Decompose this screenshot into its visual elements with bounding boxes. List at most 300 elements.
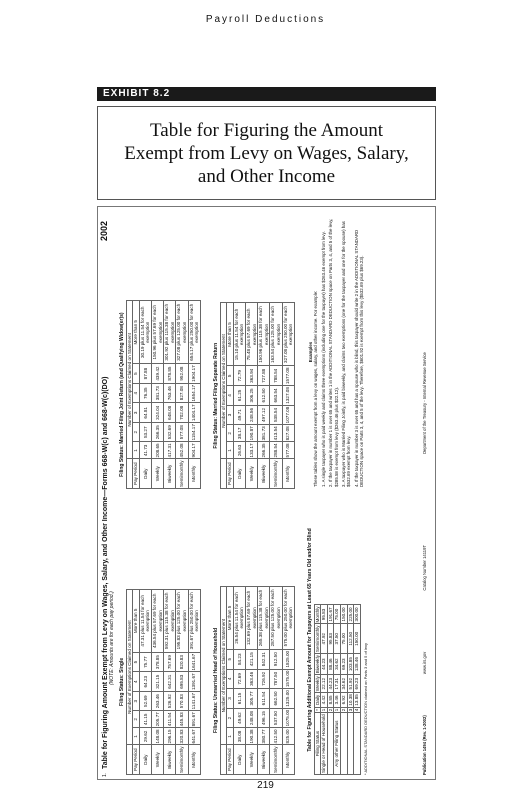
table-row (164, 589, 176, 774)
table-header-row (220, 303, 227, 489)
table-cell: 878.85 (164, 364, 176, 384)
table-cell: 38.17 (233, 425, 245, 442)
table-cell: 64.81 (139, 403, 151, 423)
row-label: Weekly (151, 745, 163, 775)
table-cell: 288.54 (270, 442, 282, 459)
footer-department: Department of the Treasury - Internal Revenue Service (422, 352, 427, 454)
table-header-row (126, 589, 133, 774)
mfs-status: Filing Status: Married Filing Separate Return (213, 342, 219, 449)
table-cell: 320.83 (176, 728, 188, 745)
column-header: 2 (227, 708, 234, 728)
row-label: Semimonthly (270, 459, 282, 489)
table-cell: 26.63 (233, 442, 245, 459)
table-cell: 611.54 (258, 689, 270, 709)
table-cell: 72.69 (233, 669, 245, 689)
row-label: Monthly (282, 745, 294, 775)
exhibit-title-line-2: Exempt from Levy on Wages, Salary, (124, 143, 409, 164)
row-label: Daily (139, 745, 151, 775)
table-row (164, 301, 176, 489)
table-cell: 2 (327, 708, 333, 712)
table-cell: 648.08 (164, 403, 176, 423)
table-row (245, 586, 257, 774)
table-cell: 412.50 (270, 728, 282, 745)
table-cell: 1641.67 (188, 652, 200, 672)
column-header: * (314, 709, 320, 711)
column-header: 2 (133, 423, 140, 442)
row-label (354, 713, 361, 775)
row-label: Monthly (282, 459, 294, 489)
hoh-table-block (214, 586, 295, 775)
table-cell: 1077.08 (282, 405, 294, 425)
table-cell: 421.15 (245, 649, 257, 669)
single-table-block (120, 589, 201, 775)
table-row (327, 605, 334, 775)
table-cell: 1825.00 (282, 649, 294, 669)
row-label (347, 713, 354, 775)
form-note: (NOTE: Amounts are for each pay period.) (109, 591, 115, 685)
table-cell: 820.83 (176, 652, 188, 672)
row-label: Semimonthly (176, 459, 188, 489)
table-header-cell (126, 459, 133, 489)
mfj-table-block (120, 300, 201, 489)
table-cell: 190.87 (245, 425, 257, 442)
row-label: Biweekly (164, 459, 176, 489)
table-cell: 592.31 plus 115.38 for each exemption (164, 589, 176, 652)
table-cell: 1904.17 (188, 364, 200, 384)
table-cell: 150.00 (340, 605, 347, 624)
table-cell: 904.17 (188, 442, 200, 459)
table-cell: 1325.00 (282, 689, 294, 709)
table-cell: 1654.17 (188, 383, 200, 403)
table-cell: 912.50 (270, 649, 282, 669)
column-header: 4 (227, 386, 234, 406)
example-item: 2. If the taxpayer in number 1 is over 65 and writes 1 in the ADDITIONAL STANDARD DEDUCTION space on Parts 3, 4, and 5 of the levy, $285.58 is exempt from levy ($263.46 plus $22.12). (328, 218, 339, 487)
table-cell: 641.67 (188, 728, 200, 745)
exemptions-header: Number of Exemptions Claimed on Statement (220, 303, 227, 459)
examples-heading: Examples (308, 341, 313, 363)
column-header: 3 (227, 405, 234, 425)
table-cell: 205.77 (151, 711, 163, 728)
table-cell: 381.73 (258, 425, 270, 442)
table-cell: 526.92 (164, 692, 176, 711)
table-cell: 3.46 (334, 693, 341, 708)
table-row (347, 605, 354, 775)
table-cell: 378.85 (151, 652, 163, 672)
additional-footnote: * ADDITIONAL STANDARD DEDUCTION claimed on Parts 3 and 5 of levy (362, 642, 368, 775)
table-cell: 30.19 plus 11.54 for each exemption (139, 301, 151, 364)
table-cell: 532.69 (164, 423, 176, 442)
table-cell: 300.00 (354, 605, 361, 624)
table-cell: 138.46 (354, 654, 361, 675)
table-cell: 842.31 (258, 649, 270, 669)
table-cell: 4 (354, 708, 360, 712)
table-cell: 266.35 (258, 442, 270, 459)
table-cell: 321.15 (151, 672, 163, 692)
table-cell: 150.96 plus 57.69 for each exemption (151, 301, 163, 364)
table-cell: 3 (347, 708, 353, 712)
column-header: 3 (133, 403, 140, 423)
table-cell: 654.17 plus 250.00 for each exemption (188, 301, 200, 364)
table-cell: 452.08 (176, 442, 188, 459)
exhibit-title-line-3: and Other Income (197, 166, 336, 187)
table-cell: 29.62 (139, 728, 151, 745)
table-cell: 391.67 plus 250.00 for each exemption (188, 589, 200, 652)
column-header: 5 (133, 364, 140, 384)
column-header: 5 (227, 366, 234, 386)
table-row (245, 303, 257, 489)
table-header-row (126, 301, 133, 489)
table-header-cell (220, 459, 227, 489)
column-header: 5 (227, 649, 234, 669)
footer-site: www.irs.gov (422, 651, 427, 675)
table-cell: 38.08 (233, 728, 245, 745)
row-label: Monthly (188, 459, 200, 489)
exhibit-title-box (97, 106, 436, 200)
table-cell: 726.92 (258, 669, 270, 689)
table-cell: 788.54 (270, 366, 282, 386)
row-label: Any other Filing Status (334, 713, 341, 775)
table-cell: 17.31 (334, 675, 341, 693)
table-cell: 642.31 (164, 672, 176, 692)
row-label: Daily (139, 459, 151, 489)
column-header: 3 (227, 689, 234, 709)
table-cell: 132.69 plus 57.69 for each exemption (245, 586, 257, 649)
column-header: Pay Period (227, 745, 234, 775)
table-cell: 69.23 (354, 675, 361, 693)
table-row (233, 303, 245, 489)
table-cell: 327.08 plus 250.00 for each exemption (282, 303, 294, 366)
irs-form-rotated (98, 209, 433, 779)
table-cell: 41.15 (139, 711, 151, 728)
table-row (282, 303, 294, 489)
table-row (354, 605, 361, 775)
row-label: Biweekly (258, 459, 270, 489)
table-cell: 47.92 (321, 624, 328, 654)
table-cell: 41.73 (139, 442, 151, 459)
examples-intro: These tables show the amount exempt from a levy on wages, salary, and other income. For example: (313, 290, 319, 487)
mfj-status: Filing Status: Married Filing Joint Return (and Qualifying Widow(er)s) (119, 312, 125, 477)
table-cell: 381.73 (151, 383, 163, 403)
column-header: 2 (227, 425, 234, 442)
column-header: 1 (227, 442, 234, 459)
row-label (327, 713, 334, 775)
table-cell: 301.92 plus 115.38 for each exemption (164, 301, 176, 364)
column-header: More than 5 (227, 586, 234, 649)
table-cell: 497.12 (258, 405, 270, 425)
table-cell: 324.04 (151, 403, 163, 423)
table-cell: 8.85 (327, 693, 334, 708)
column-header: 2 (133, 711, 140, 728)
examples-block (308, 217, 365, 487)
form-title: Table for Figuring Amount Exempt from Levy on Wages, Salary, and Other Income—Forms 668-W(c) and 668-W(c)(DO) (102, 376, 109, 769)
column-header: Biweekly (314, 655, 320, 674)
table-cell: 87.88 (139, 364, 151, 384)
table-cell: 69.23 (340, 654, 347, 675)
table-cell: 263.46 (151, 692, 163, 711)
table-cell: 1577.08 (282, 366, 294, 386)
table-cell: 663.54 (270, 386, 282, 406)
table-cell: 1154.17 (188, 423, 200, 442)
table-cell: 436.54 plus 57.69 for each exemption (151, 589, 163, 652)
table-row (270, 303, 282, 489)
table-cell: 64.23 (139, 672, 151, 692)
table-header-cell (126, 745, 133, 775)
table-header-cell (220, 745, 227, 775)
column-header: 4 (133, 383, 140, 403)
table-cell: 306.25 (245, 386, 257, 406)
table-cell: 439.42 (151, 364, 163, 384)
example-item: 3. A taxpayer who is Married Filing Jointly, is paid biweekly, and claims two exemptions (one for the taxpayer and one for the spouse) has $532.69 exempt from levy. (341, 221, 352, 487)
table-header-row (227, 586, 234, 774)
table-cell: 305.77 (245, 689, 257, 709)
table-cell: 327.08 plus 125.00 for each exemption (176, 301, 188, 364)
table-row (258, 586, 270, 774)
table-cell: 13.85 (354, 694, 360, 706)
table-cell: 72.79 (233, 366, 245, 386)
table-cell: 75.48 plus 57.69 for each exemption (245, 303, 257, 366)
column-header: 4 (227, 669, 234, 689)
table-cell: 363.46 (245, 669, 257, 689)
table-row (151, 301, 163, 489)
table-cell: 2 (340, 708, 346, 712)
table-row (258, 303, 270, 489)
column-header: Monthly (314, 606, 320, 623)
additional-table (314, 604, 361, 775)
table-cell: 22.12 (321, 675, 328, 693)
table-row (340, 605, 347, 775)
table-cell: 1391.67 (188, 672, 200, 692)
table-cell: 538.54 (270, 405, 282, 425)
column-header: More than 5 (227, 303, 234, 366)
table-cell: 150.00 (354, 624, 361, 654)
exemptions-header: Number of Exemptions Claimed on Statement (126, 301, 133, 459)
table-cell: 76.35 (139, 383, 151, 403)
table-cell: 827.08 (282, 425, 294, 442)
table-cell: 1327.08 (282, 386, 294, 406)
table-cell: 84.23 (233, 649, 245, 669)
table-cell: 26.54 plus 11.54 for each exemption (233, 586, 245, 649)
row-label: Weekly (245, 745, 257, 775)
table-cell: 10.38 (347, 694, 353, 706)
table-cell: 195.83 plus 125.00 for each exemption (176, 589, 188, 652)
row-label: Single or Head of Household (321, 714, 327, 773)
column-header: Filing Status (314, 713, 321, 775)
mfs-table (220, 302, 295, 489)
row-label: Weekly (245, 459, 257, 489)
table-cell: 75.00 (334, 605, 341, 624)
table-row (151, 589, 163, 774)
table-cell: 51.92 (347, 675, 354, 693)
table-row (188, 301, 200, 489)
table-cell: 287.50 plus 125.00 for each exemption (270, 586, 282, 649)
mfj-table (126, 300, 201, 489)
column-header: 1 (133, 728, 140, 745)
table-cell: 103.85 (347, 654, 354, 675)
table-cell: 112.50 (347, 624, 354, 654)
table-cell: 248.08 (245, 708, 257, 728)
footer-catalog: Catalog Number 14119T (422, 545, 427, 591)
exemptions-header: Number of Exemptions Claimed on Statement (220, 586, 227, 745)
table-header-row (314, 605, 321, 775)
row-label (340, 713, 347, 775)
column-header: Pay Period (133, 745, 140, 775)
table-row (334, 605, 341, 775)
table-cell: 34.62 (340, 675, 347, 693)
column-header: Semimonthly (314, 625, 320, 653)
table-cell: 75.77 (139, 652, 151, 672)
table-cell: 225.00 (347, 605, 354, 624)
exhibit-label: EXHIBIT 8.2 (97, 87, 436, 101)
table-cell: 148.08 (151, 728, 163, 745)
table-header-row (133, 301, 140, 489)
table-cell: 15.10 plus 11.54 for each exemption (233, 303, 245, 366)
table-row (282, 586, 294, 774)
column-header: 4 (133, 672, 140, 692)
table-cell: 380.77 (258, 728, 270, 745)
table-cell: 6.92 (340, 693, 347, 708)
row-label: Semimonthly (176, 745, 188, 775)
table-header-row (133, 589, 140, 774)
table-cell: 49.62 (233, 708, 245, 728)
column-header: 1 (227, 728, 234, 745)
table-row (188, 589, 200, 774)
table-cell: 825.00 (282, 728, 294, 745)
table-cell: 88.46 (327, 654, 334, 675)
additional-title: Table for Figuring Additional Exempt Amount for Taxpayers at Least 65 Years Old and/or Blind (307, 528, 313, 752)
table-cell: 662.50 (270, 689, 282, 709)
table-cell: 61.15 (233, 689, 245, 709)
form-footer (422, 215, 428, 775)
column-header: More than 5 (133, 589, 140, 652)
form-header (101, 215, 115, 775)
table-cell: 570.83 (176, 692, 188, 711)
table-cell: 265.38 plus 115.38 for each exemption (258, 586, 270, 649)
table-cell: 296.15 (164, 728, 176, 745)
table-cell: 44.23 (327, 675, 334, 693)
table-cell: 95.83 (321, 605, 328, 624)
table-cell: 1575.00 (282, 669, 294, 689)
table-cell: 1 (334, 708, 340, 712)
table-row (233, 586, 245, 774)
table-cell: 575.00 plus 250.00 for each exemption (282, 586, 294, 649)
table-cell: 95.83 (327, 624, 334, 654)
table-cell: 163.54 plus 125.00 for each exemption (270, 303, 282, 366)
table-cell: 1 (321, 708, 327, 712)
example-item: 4. If the taxpayer in number 3 is over 65 and has a spouse who is blind, this taxpayer should write 2 in the ADDITIONAL STANDARD DEDUCTION space on Parts 3, 4, and 5 of the levy. Therefore, $601.92 is exempt from this levy ($532.69 plus $69.23). (353, 229, 365, 487)
column-header: Pay Period (227, 459, 234, 489)
page-number: 219 (257, 780, 274, 791)
table-cell: 891.67 (188, 711, 200, 728)
example-item: 1. A single taxpayer who is paid weekly and claims three exemptions (including one for the taxpayer) has $263.46 exempt from levy. (320, 231, 326, 487)
table-cell: 411.54 (164, 711, 176, 728)
exhibit-title-line-1: Table for Figuring the Amount (150, 120, 383, 141)
table-cell: 150.96 plus 115.38 for each exemption (258, 303, 270, 366)
form-year: 2002 (99, 221, 109, 242)
table-cell: 496.15 (258, 708, 270, 728)
table-cell: 763.46 (164, 383, 176, 403)
single-table (126, 589, 201, 775)
column-header: More than 5 (133, 301, 140, 364)
table-cell: 34.62 (334, 654, 341, 675)
table-cell: 695.83 (176, 672, 188, 692)
rotated-form-frame (97, 206, 436, 780)
table-cell: 61.25 (233, 386, 245, 406)
table-row (139, 589, 151, 774)
table-row (321, 605, 328, 775)
table-row (270, 586, 282, 774)
row-label: Semimonthly (270, 745, 282, 775)
table-cell: 445.83 (176, 711, 188, 728)
row-label: Daily (233, 745, 245, 775)
row-label: Weekly (151, 459, 163, 489)
column-header: Weekly (314, 676, 320, 692)
column-header: Pay Period (133, 459, 140, 489)
table-cell: 47.31 plus 11.54 for each exemption (139, 589, 151, 652)
table-cell: 612.50 (258, 386, 270, 406)
hoh-table (220, 586, 295, 775)
table-cell: 727.88 (258, 366, 270, 386)
table-cell: 266.35 (151, 423, 163, 442)
table-cell: 1404.17 (188, 403, 200, 423)
table-header-row (220, 586, 227, 774)
table-cell: 537.50 (270, 708, 282, 728)
table-cell: 417.31 (164, 442, 176, 459)
table-cell: 49.71 (233, 405, 245, 425)
table-cell: 787.50 (270, 669, 282, 689)
table-cell: 1075.00 (282, 708, 294, 728)
additional-table-block (308, 505, 368, 775)
table-cell: 952.08 (176, 364, 188, 384)
table-cell: 248.56 (245, 405, 257, 425)
column-header: 5 (133, 652, 140, 672)
table-cell: 702.08 (176, 403, 188, 423)
table-cell: 363.94 (245, 366, 257, 386)
form-number: 1. (102, 772, 108, 777)
row-label: Biweekly (258, 745, 270, 775)
table-header-row (227, 303, 234, 489)
table-cell: 190.38 (245, 728, 257, 745)
column-header: 3 (133, 692, 140, 711)
row-label: Biweekly (164, 745, 176, 775)
single-status: Filing Status: Single (119, 657, 125, 706)
table-cell: 827.08 (176, 383, 188, 403)
table-cell: 413.54 (270, 425, 282, 442)
table-cell: 44.23 (321, 654, 328, 675)
table-cell: 37.50 (334, 624, 341, 654)
table-cell: 191.67 (327, 605, 334, 624)
column-header: 1 (133, 442, 140, 459)
footer-publication: Publication 1494 (Rev. 1-2002) (422, 715, 427, 775)
table-cell: 75.00 (340, 624, 347, 654)
row-label: Monthly (188, 745, 200, 775)
table-row (176, 589, 188, 774)
table-cell: 1141.67 (188, 692, 200, 711)
table-cell: 208.65 (151, 442, 163, 459)
column-header: Daily (314, 693, 321, 708)
hoh-status: Filing Status: Unmarried Head of Household (213, 627, 219, 733)
table-cell: 4.42 (321, 693, 328, 708)
running-head: Payroll Deductions (205, 14, 326, 25)
table-cell: 133.17 (245, 442, 257, 459)
table-row (139, 301, 151, 489)
table-cell: 577.08 (176, 423, 188, 442)
table-cell: 52.69 (139, 692, 151, 711)
table-cell: 53.27 (139, 423, 151, 442)
mfs-table-block (214, 302, 295, 489)
table-cell: 577.08 (282, 442, 294, 459)
exemptions-header: Number of Exemptions Claimed on Statement (126, 589, 133, 745)
row-label: Daily (233, 459, 245, 489)
